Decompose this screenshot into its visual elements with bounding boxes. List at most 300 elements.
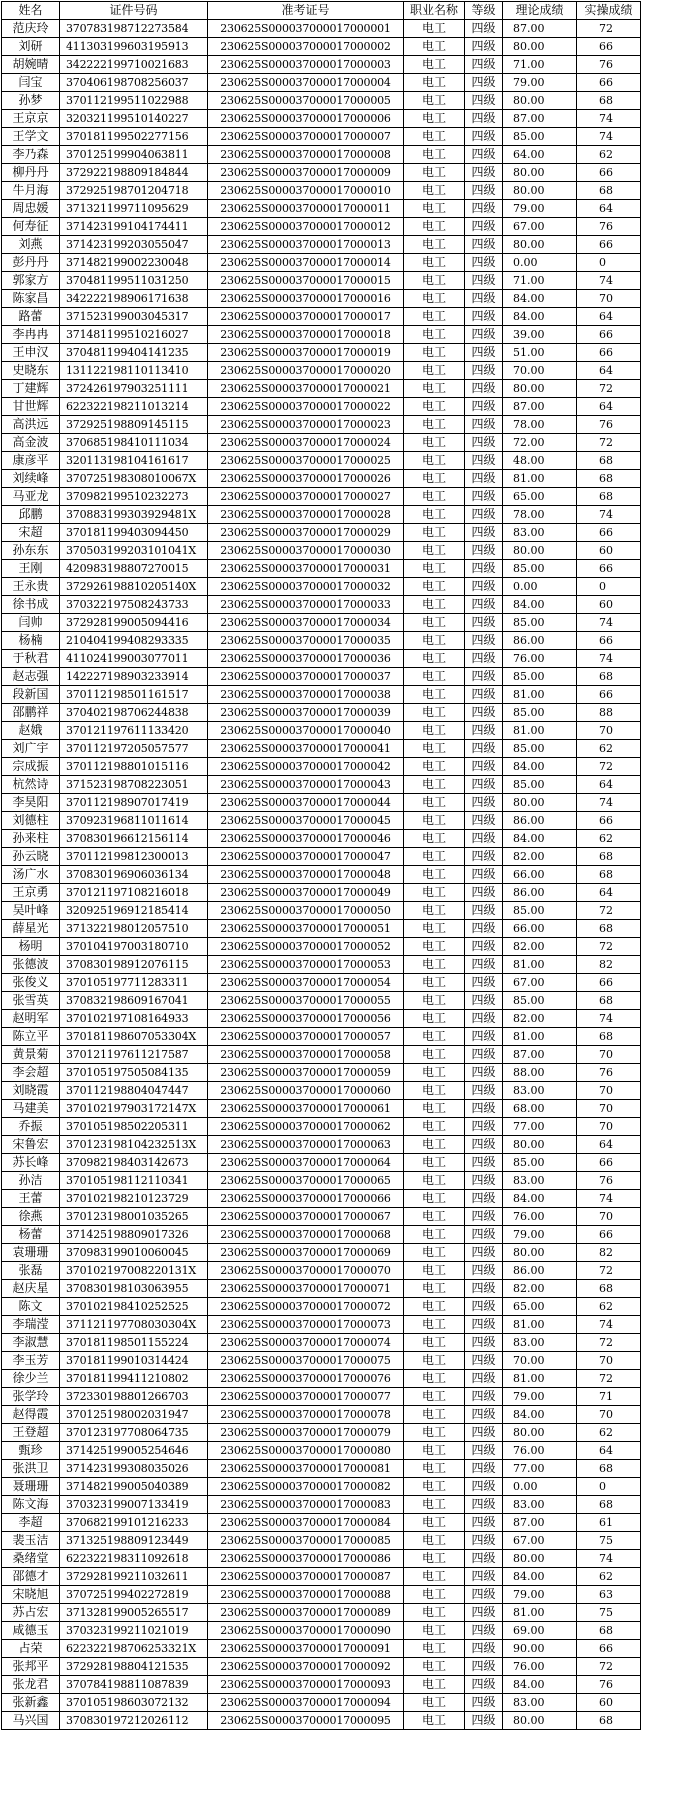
id-number-cell: 342222199710021683: [60, 56, 208, 74]
name-cell: 邵德才: [2, 1568, 60, 1586]
theory-score-cell: 71.00: [503, 272, 577, 290]
level-cell: 四级: [465, 704, 503, 722]
level-cell: 四级: [465, 1424, 503, 1442]
practical-score-cell: 66: [577, 74, 641, 92]
occupation-cell: 电工: [404, 920, 465, 938]
level-cell: 四级: [465, 236, 503, 254]
name-cell: 张德波: [2, 956, 60, 974]
id-number-cell: 371523199003045317: [60, 308, 208, 326]
table-row: [2, 1010, 641, 1028]
level-cell: 四级: [465, 1388, 503, 1406]
name-cell: 王蕾: [2, 1190, 60, 1208]
exam-number-cell: 230625S000037000017000004: [208, 74, 404, 92]
theory-score-cell: 87.00: [503, 398, 577, 416]
name-cell: 王永贵: [2, 578, 60, 596]
occupation-cell: 电工: [404, 992, 465, 1010]
practical-score-cell: 74: [577, 128, 641, 146]
exam-number-cell: 230625S000037000017000031: [208, 560, 404, 578]
theory-score-cell: 87.00: [503, 1046, 577, 1064]
exam-number-cell: 230625S000037000017000077: [208, 1388, 404, 1406]
theory-score-cell: 72.00: [503, 434, 577, 452]
occupation-cell: 电工: [404, 1154, 465, 1172]
theory-score-cell: 85.00: [503, 614, 577, 632]
practical-score-cell: 68: [577, 1712, 641, 1730]
level-cell: 四级: [465, 578, 503, 596]
level-cell: 四级: [465, 1118, 503, 1136]
theory-score-cell: 79.00: [503, 1388, 577, 1406]
name-cell: 段新国: [2, 686, 60, 704]
occupation-cell: 电工: [404, 1550, 465, 1568]
exam-number-cell: 230625S000037000017000013: [208, 236, 404, 254]
level-cell: 四级: [465, 812, 503, 830]
practical-score-cell: 70: [577, 722, 641, 740]
exam-number-cell: 230625S000037000017000028: [208, 506, 404, 524]
id-number-cell: 372925198701204718: [60, 182, 208, 200]
practical-score-cell: 74: [577, 1010, 641, 1028]
occupation-cell: 电工: [404, 146, 465, 164]
occupation-cell: 电工: [404, 596, 465, 614]
name-cell: 杨明: [2, 938, 60, 956]
name-cell: 宋超: [2, 524, 60, 542]
table-row: [2, 920, 641, 938]
table-row: [2, 1154, 641, 1172]
occupation-cell: 电工: [404, 1424, 465, 1442]
level-cell: 四级: [465, 1064, 503, 1082]
theory-score-cell: 83.00: [503, 1694, 577, 1712]
level-cell: 四级: [465, 128, 503, 146]
occupation-cell: 电工: [404, 1208, 465, 1226]
header-id-number: 证件号码: [60, 2, 208, 20]
name-cell: 马建美: [2, 1100, 60, 1118]
level-cell: 四级: [465, 1082, 503, 1100]
exam-number-cell: 230625S000037000017000078: [208, 1406, 404, 1424]
table-row: [2, 848, 641, 866]
level-cell: 四级: [465, 38, 503, 56]
theory-score-cell: 51.00: [503, 344, 577, 362]
table-row: [2, 1190, 641, 1208]
level-cell: 四级: [465, 1622, 503, 1640]
table-row: [2, 308, 641, 326]
level-cell: 四级: [465, 1010, 503, 1028]
id-number-cell: 370983199010060045: [60, 1244, 208, 1262]
id-number-cell: 370112199812300013: [60, 848, 208, 866]
occupation-cell: 电工: [404, 938, 465, 956]
occupation-cell: 电工: [404, 740, 465, 758]
level-cell: 四级: [465, 1478, 503, 1496]
occupation-cell: 电工: [404, 956, 465, 974]
id-number-cell: 370181199502277156: [60, 128, 208, 146]
level-cell: 四级: [465, 380, 503, 398]
practical-score-cell: 70: [577, 290, 641, 308]
id-number-cell: 370105198502205311: [60, 1118, 208, 1136]
occupation-cell: 电工: [404, 1604, 465, 1622]
name-cell: 刘广宇: [2, 740, 60, 758]
theory-score-cell: 86.00: [503, 884, 577, 902]
exam-number-cell: 230625S000037000017000008: [208, 146, 404, 164]
id-number-cell: 370112197205057577: [60, 740, 208, 758]
practical-score-cell: 74: [577, 110, 641, 128]
level-cell: 四级: [465, 1442, 503, 1460]
exam-number-cell: 230625S000037000017000018: [208, 326, 404, 344]
table-row: [2, 812, 641, 830]
theory-score-cell: 87.00: [503, 110, 577, 128]
level-cell: 四级: [465, 848, 503, 866]
occupation-cell: 电工: [404, 1244, 465, 1262]
level-cell: 四级: [465, 146, 503, 164]
practical-score-cell: 62: [577, 740, 641, 758]
level-cell: 四级: [465, 866, 503, 884]
theory-score-cell: 79.00: [503, 200, 577, 218]
theory-score-cell: 85.00: [503, 776, 577, 794]
name-cell: 闫帅: [2, 614, 60, 632]
table-row: [2, 1100, 641, 1118]
name-cell: 徐书成: [2, 596, 60, 614]
level-cell: 四级: [465, 992, 503, 1010]
practical-score-cell: 74: [577, 1190, 641, 1208]
name-cell: 刘德柱: [2, 812, 60, 830]
name-cell: 康彦平: [2, 452, 60, 470]
level-cell: 四级: [465, 722, 503, 740]
table-row: [2, 596, 641, 614]
occupation-cell: 电工: [404, 1442, 465, 1460]
level-cell: 四级: [465, 1658, 503, 1676]
occupation-cell: 电工: [404, 866, 465, 884]
theory-score-cell: 79.00: [503, 74, 577, 92]
theory-score-cell: 82.00: [503, 1010, 577, 1028]
table-row: [2, 1622, 641, 1640]
occupation-cell: 电工: [404, 110, 465, 128]
occupation-cell: 电工: [404, 1676, 465, 1694]
table-row: [2, 776, 641, 794]
occupation-cell: 电工: [404, 1100, 465, 1118]
id-number-cell: 370923196811011614: [60, 812, 208, 830]
occupation-cell: 电工: [404, 290, 465, 308]
table-row: [2, 398, 641, 416]
id-number-cell: 370481199511031250: [60, 272, 208, 290]
occupation-cell: 电工: [404, 1082, 465, 1100]
theory-score-cell: 66.00: [503, 866, 577, 884]
name-cell: 张龙君: [2, 1676, 60, 1694]
practical-score-cell: 74: [577, 614, 641, 632]
name-cell: 高金波: [2, 434, 60, 452]
id-number-cell: 342222198906171638: [60, 290, 208, 308]
exam-number-cell: 230625S000037000017000035: [208, 632, 404, 650]
theory-score-cell: 85.00: [503, 902, 577, 920]
theory-score-cell: 83.00: [503, 1496, 577, 1514]
occupation-cell: 电工: [404, 1352, 465, 1370]
table-row: [2, 1514, 641, 1532]
name-cell: 张磊: [2, 1262, 60, 1280]
practical-score-cell: 64: [577, 362, 641, 380]
exam-number-cell: 230625S000037000017000023: [208, 416, 404, 434]
exam-number-cell: 230625S000037000017000066: [208, 1190, 404, 1208]
exam-number-cell: 230625S000037000017000081: [208, 1460, 404, 1478]
practical-score-cell: 64: [577, 308, 641, 326]
occupation-cell: 电工: [404, 398, 465, 416]
theory-score-cell: 87.00: [503, 1514, 577, 1532]
exam-number-cell: 230625S000037000017000043: [208, 776, 404, 794]
name-cell: 陈家昌: [2, 290, 60, 308]
name-cell: 孙梦: [2, 92, 60, 110]
id-number-cell: 370181199403094450: [60, 524, 208, 542]
table-row: [2, 1496, 641, 1514]
table-row: [2, 1604, 641, 1622]
theory-score-cell: 0.00: [503, 578, 577, 596]
exam-number-cell: 230625S000037000017000040: [208, 722, 404, 740]
occupation-cell: 电工: [404, 470, 465, 488]
theory-score-cell: 66.00: [503, 920, 577, 938]
table-row: [2, 1280, 641, 1298]
practical-score-cell: 70: [577, 1082, 641, 1100]
practical-score-cell: 64: [577, 1442, 641, 1460]
level-cell: 四级: [465, 398, 503, 416]
id-number-cell: 372926198810205140X: [60, 578, 208, 596]
practical-score-cell: 64: [577, 200, 641, 218]
table-row: [2, 956, 641, 974]
table-row: [2, 974, 641, 992]
occupation-cell: 电工: [404, 1190, 465, 1208]
name-cell: 杨蕾: [2, 1226, 60, 1244]
id-number-cell: 370883199303929481X: [60, 506, 208, 524]
exam-number-cell: 230625S000037000017000095: [208, 1712, 404, 1730]
exam-number-cell: 230625S000037000017000050: [208, 902, 404, 920]
table-row: [2, 1298, 641, 1316]
id-number-cell: 370102198210123729: [60, 1190, 208, 1208]
level-cell: 四级: [465, 1136, 503, 1154]
exam-number-cell: 230625S000037000017000094: [208, 1694, 404, 1712]
id-number-cell: 411303199603195913: [60, 38, 208, 56]
occupation-cell: 电工: [404, 1460, 465, 1478]
occupation-cell: 电工: [404, 1172, 465, 1190]
level-cell: 四级: [465, 488, 503, 506]
theory-score-cell: 79.00: [503, 1226, 577, 1244]
name-cell: 于秋君: [2, 650, 60, 668]
name-cell: 赵庆星: [2, 1280, 60, 1298]
practical-score-cell: 76: [577, 1676, 641, 1694]
theory-score-cell: 81.00: [503, 1604, 577, 1622]
theory-score-cell: 81.00: [503, 1028, 577, 1046]
id-number-cell: 370121197611133420: [60, 722, 208, 740]
exam-number-cell: 230625S000037000017000092: [208, 1658, 404, 1676]
exam-number-cell: 230625S000037000017000002: [208, 38, 404, 56]
occupation-cell: 电工: [404, 902, 465, 920]
table-row: [2, 722, 641, 740]
level-cell: 四级: [465, 1280, 503, 1298]
occupation-cell: 电工: [404, 326, 465, 344]
name-cell: 孙云晓: [2, 848, 60, 866]
occupation-cell: 电工: [404, 542, 465, 560]
theory-score-cell: 80.00: [503, 1550, 577, 1568]
theory-score-cell: 86.00: [503, 812, 577, 830]
table-row: [2, 1460, 641, 1478]
theory-score-cell: 76.00: [503, 1208, 577, 1226]
table-row: [2, 1262, 641, 1280]
occupation-cell: 电工: [404, 344, 465, 362]
name-cell: 孙东东: [2, 542, 60, 560]
practical-score-cell: 71: [577, 1388, 641, 1406]
id-number-cell: 372426197903251111: [60, 380, 208, 398]
level-cell: 四级: [465, 164, 503, 182]
name-cell: 桑绪堂: [2, 1550, 60, 1568]
table-row: [2, 1172, 641, 1190]
id-number-cell: 370402198706244838: [60, 704, 208, 722]
level-cell: 四级: [465, 1352, 503, 1370]
practical-score-cell: 74: [577, 794, 641, 812]
exam-number-cell: 230625S000037000017000042: [208, 758, 404, 776]
level-cell: 四级: [465, 758, 503, 776]
exam-number-cell: 230625S000037000017000060: [208, 1082, 404, 1100]
name-cell: 占荣: [2, 1640, 60, 1658]
occupation-cell: 电工: [404, 524, 465, 542]
theory-score-cell: 48.00: [503, 452, 577, 470]
level-cell: 四级: [465, 1100, 503, 1118]
name-cell: 马兴国: [2, 1712, 60, 1730]
name-cell: 陈文海: [2, 1496, 60, 1514]
level-cell: 四级: [465, 362, 503, 380]
id-number-cell: 370105197711283311: [60, 974, 208, 992]
table-row: [2, 1640, 641, 1658]
practical-score-cell: 70: [577, 1100, 641, 1118]
occupation-cell: 电工: [404, 1064, 465, 1082]
occupation-cell: 电工: [404, 182, 465, 200]
level-cell: 四级: [465, 614, 503, 632]
table-row: [2, 740, 641, 758]
level-cell: 四级: [465, 542, 503, 560]
theory-score-cell: 78.00: [503, 506, 577, 524]
occupation-cell: 电工: [404, 560, 465, 578]
practical-score-cell: 68: [577, 1496, 641, 1514]
table-row: [2, 1082, 641, 1100]
occupation-cell: 电工: [404, 974, 465, 992]
name-cell: 李昊阳: [2, 794, 60, 812]
id-number-cell: 370105197505084135: [60, 1064, 208, 1082]
occupation-cell: 电工: [404, 1568, 465, 1586]
table-row: [2, 470, 641, 488]
practical-score-cell: 72: [577, 938, 641, 956]
exam-number-cell: 230625S000037000017000071: [208, 1280, 404, 1298]
level-cell: 四级: [465, 290, 503, 308]
exam-number-cell: 230625S000037000017000061: [208, 1100, 404, 1118]
theory-score-cell: 65.00: [503, 488, 577, 506]
exam-number-cell: 230625S000037000017000086: [208, 1550, 404, 1568]
level-cell: 四级: [465, 110, 503, 128]
table-row: [2, 128, 641, 146]
id-number-cell: 420983198807270015: [60, 560, 208, 578]
theory-score-cell: 69.00: [503, 1622, 577, 1640]
occupation-cell: 电工: [404, 74, 465, 92]
theory-score-cell: 77.00: [503, 1460, 577, 1478]
occupation-cell: 电工: [404, 254, 465, 272]
practical-score-cell: 75: [577, 1532, 641, 1550]
exam-number-cell: 230625S000037000017000053: [208, 956, 404, 974]
id-number-cell: 370181199010314424: [60, 1352, 208, 1370]
practical-score-cell: 76: [577, 1172, 641, 1190]
theory-score-cell: 81.00: [503, 1316, 577, 1334]
id-number-cell: 320321199510140227: [60, 110, 208, 128]
name-cell: 裴玉洁: [2, 1532, 60, 1550]
theory-score-cell: 85.00: [503, 704, 577, 722]
id-number-cell: 371423199203055047: [60, 236, 208, 254]
level-cell: 四级: [465, 344, 503, 362]
theory-score-cell: 70.00: [503, 362, 577, 380]
occupation-cell: 电工: [404, 38, 465, 56]
occupation-cell: 电工: [404, 308, 465, 326]
exam-number-cell: 230625S000037000017000044: [208, 794, 404, 812]
id-number-cell: 370102197108164933: [60, 1010, 208, 1028]
level-cell: 四级: [465, 272, 503, 290]
theory-score-cell: 82.00: [503, 938, 577, 956]
theory-score-cell: 78.00: [503, 416, 577, 434]
name-cell: 聂珊珊: [2, 1478, 60, 1496]
occupation-cell: 电工: [404, 1046, 465, 1064]
occupation-cell: 电工: [404, 236, 465, 254]
occupation-cell: 电工: [404, 56, 465, 74]
theory-score-cell: 86.00: [503, 632, 577, 650]
level-cell: 四级: [465, 92, 503, 110]
table-row: [2, 1568, 641, 1586]
theory-score-cell: 85.00: [503, 560, 577, 578]
name-cell: 李超: [2, 1514, 60, 1532]
id-number-cell: 142227198903233914: [60, 668, 208, 686]
practical-score-cell: 68: [577, 92, 641, 110]
practical-score-cell: 72: [577, 20, 641, 38]
table-row: [2, 362, 641, 380]
table-row: [2, 326, 641, 344]
table-row: [2, 1136, 641, 1154]
exam-number-cell: 230625S000037000017000010: [208, 182, 404, 200]
theory-score-cell: 90.00: [503, 1640, 577, 1658]
level-cell: 四级: [465, 1640, 503, 1658]
table-row: [2, 344, 641, 362]
exam-number-cell: 230625S000037000017000074: [208, 1334, 404, 1352]
exam-number-cell: 230625S000037000017000052: [208, 938, 404, 956]
name-cell: 周忠媛: [2, 200, 60, 218]
header-occupation: 职业名称: [404, 2, 465, 20]
practical-score-cell: 74: [577, 650, 641, 668]
occupation-cell: 电工: [404, 434, 465, 452]
id-number-cell: 370503199203101041X: [60, 542, 208, 560]
exam-number-cell: 230625S000037000017000038: [208, 686, 404, 704]
theory-score-cell: 76.00: [503, 1442, 577, 1460]
exam-number-cell: 230625S000037000017000025: [208, 452, 404, 470]
level-cell: 四级: [465, 632, 503, 650]
name-cell: 李淑慧: [2, 1334, 60, 1352]
theory-score-cell: 76.00: [503, 650, 577, 668]
id-number-cell: 371523198708223051: [60, 776, 208, 794]
level-cell: 四级: [465, 794, 503, 812]
practical-score-cell: 66: [577, 1154, 641, 1172]
level-cell: 四级: [465, 1334, 503, 1352]
id-number-cell: 370112198804047447: [60, 1082, 208, 1100]
exam-number-cell: 230625S000037000017000054: [208, 974, 404, 992]
table-row: [2, 218, 641, 236]
level-cell: 四级: [465, 524, 503, 542]
theory-score-cell: 84.00: [503, 830, 577, 848]
level-cell: 四级: [465, 506, 503, 524]
practical-score-cell: 70: [577, 1118, 641, 1136]
level-cell: 四级: [465, 686, 503, 704]
id-number-cell: 370121197108216018: [60, 884, 208, 902]
theory-score-cell: 84.00: [503, 1406, 577, 1424]
occupation-cell: 电工: [404, 20, 465, 38]
exam-number-cell: 230625S000037000017000084: [208, 1514, 404, 1532]
theory-score-cell: 85.00: [503, 992, 577, 1010]
name-cell: 甘世辉: [2, 398, 60, 416]
id-number-cell: 131122198110113410: [60, 362, 208, 380]
level-cell: 四级: [465, 452, 503, 470]
id-number-cell: 370121197611217587: [60, 1046, 208, 1064]
id-number-cell: 320925196912185414: [60, 902, 208, 920]
